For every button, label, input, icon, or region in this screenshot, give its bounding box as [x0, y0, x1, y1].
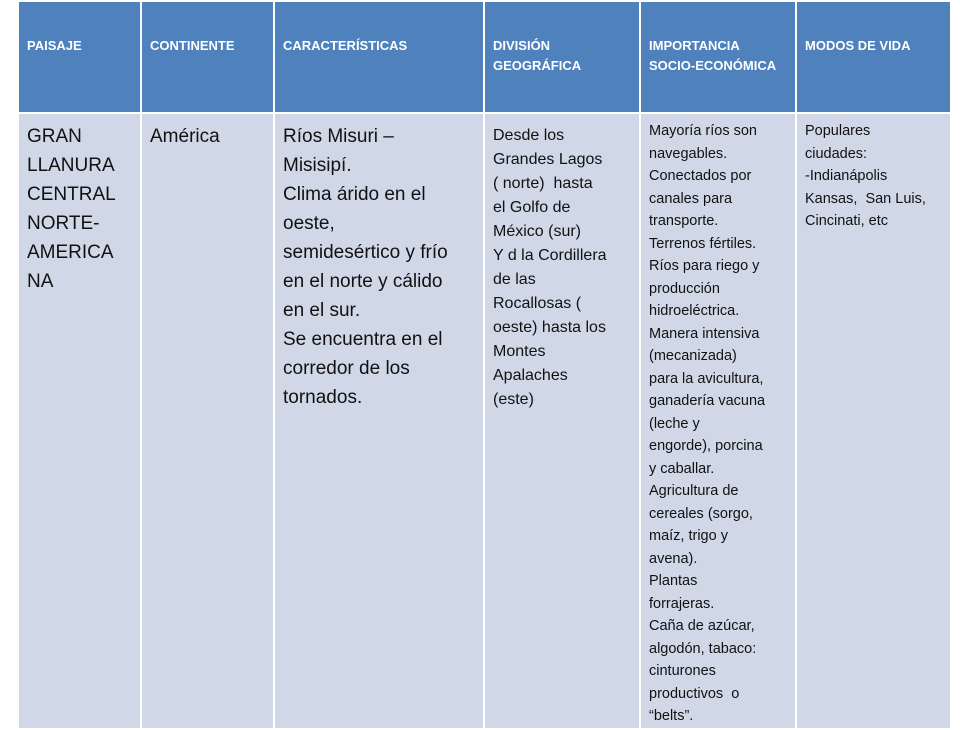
cell-line: México (sur) — [493, 223, 582, 240]
cell-modos-lines — [805, 120, 942, 233]
landscape-table — [17, 0, 952, 730]
cell-line: Kansas, San Luis, — [805, 190, 926, 207]
cell-line: oeste, — [283, 213, 335, 234]
cell-line: en el sur. — [283, 300, 361, 321]
header-paisaje: PAISAJE — [18, 1, 141, 113]
cell-line: para la avicultura, — [649, 370, 764, 387]
cell-line: Terrenos fértiles. — [649, 235, 757, 252]
cell-continente — [141, 113, 274, 729]
cell-line: en el norte y cálido — [283, 271, 443, 292]
cell-modos-de-vida — [796, 113, 951, 729]
cell-line: de las — [493, 271, 536, 288]
cell-line: CENTRAL — [27, 184, 116, 205]
cell-line: ciudades: — [805, 145, 868, 162]
cell-line: productivos o — [649, 685, 740, 702]
cell-line: producción — [649, 280, 720, 297]
cell-line: Misisipí. — [283, 155, 352, 176]
cell-line: algodón, tabaco: — [649, 640, 757, 657]
cell-continente-text: América — [150, 126, 220, 147]
cell-line: cinturones — [649, 663, 716, 679]
cell-line: “belts”. — [649, 708, 694, 724]
cell-line: Populares — [805, 123, 871, 139]
cell-line: Caña de azúcar, — [649, 618, 755, 634]
cell-division-lines — [493, 124, 631, 412]
cell-line: LLANURA — [27, 155, 115, 176]
cell-line: -Indianápolis — [805, 168, 888, 184]
cell-importancia-lines — [649, 120, 787, 728]
cell-line: y caballar. — [649, 460, 715, 477]
cell-caracteristicas-lines — [283, 122, 475, 412]
cell-line: corredor de los — [283, 358, 410, 379]
cell-line: engorde), porcina — [649, 438, 763, 454]
cell-line: ( norte) hasta — [493, 175, 593, 192]
cell-line: Clima árido en el — [283, 184, 426, 205]
cell-line: GRAN — [27, 126, 82, 147]
cell-line: (leche y — [649, 415, 700, 432]
cell-importancia — [640, 113, 796, 729]
cell-line: Agricultura de — [649, 483, 739, 499]
cell-line: semidesértico y frío — [283, 242, 448, 263]
cell-paisaje-lines — [27, 122, 132, 296]
cell-line: Grandes Lagos — [493, 151, 603, 168]
header-division-geografica: DIVISIÓN GEOGRÁFICA — [484, 1, 640, 113]
cell-line: Y d la Cordillera — [493, 247, 607, 264]
cell-line: Manera intensiva — [649, 325, 760, 342]
cell-line: tornados. — [283, 387, 363, 408]
cell-line: avena). — [649, 550, 698, 567]
cell-line: Conectados por — [649, 168, 752, 184]
cell-paisaje — [18, 113, 141, 729]
cell-line: Ríos para riego y — [649, 258, 760, 274]
header-importancia: IMPORTANCIA SOCIO-ECONÓMICA — [640, 1, 796, 113]
cell-line: cereales (sorgo, — [649, 505, 753, 522]
header-modos-de-vida: MODOS DE VIDA — [796, 1, 951, 113]
cell-line: maíz, trigo y — [649, 528, 728, 544]
header-continente: CONTINENTE — [141, 1, 274, 113]
cell-line: Mayoría ríos son — [649, 123, 757, 139]
header-caracteristicas: CARACTERÍSTICAS — [274, 1, 484, 113]
cell-line: Apalaches — [493, 367, 568, 384]
cell-division-geografica — [484, 113, 640, 729]
cell-line: Cincinati, etc — [805, 213, 889, 229]
cell-line: Se encuentra en el — [283, 329, 443, 350]
cell-line: NORTE- — [27, 213, 100, 234]
cell-caracteristicas — [274, 113, 484, 729]
cell-line: Montes — [493, 343, 546, 360]
cell-line: hidroeléctrica. — [649, 303, 740, 319]
cell-line: Rocallosas ( — [493, 295, 582, 312]
cell-line: (mecanizada) — [649, 348, 737, 364]
cell-line: Ríos Misuri – — [283, 126, 394, 147]
cell-line: ganadería vacuna — [649, 393, 766, 409]
cell-line: Plantas — [649, 573, 698, 589]
header-row — [18, 1, 951, 113]
cell-line: canales para — [649, 190, 733, 207]
cell-line: forrajeras. — [649, 595, 715, 612]
table-row — [18, 113, 951, 729]
cell-line: AMERICA — [27, 242, 114, 263]
cell-line: navegables. — [649, 145, 728, 162]
cell-line: transporte. — [649, 213, 719, 229]
cell-line: (este) — [493, 391, 534, 408]
cell-line: el Golfo de — [493, 199, 571, 216]
cell-line: Desde los — [493, 127, 565, 144]
cell-line: NA — [27, 271, 54, 292]
cell-line: oeste) hasta los — [493, 319, 606, 336]
